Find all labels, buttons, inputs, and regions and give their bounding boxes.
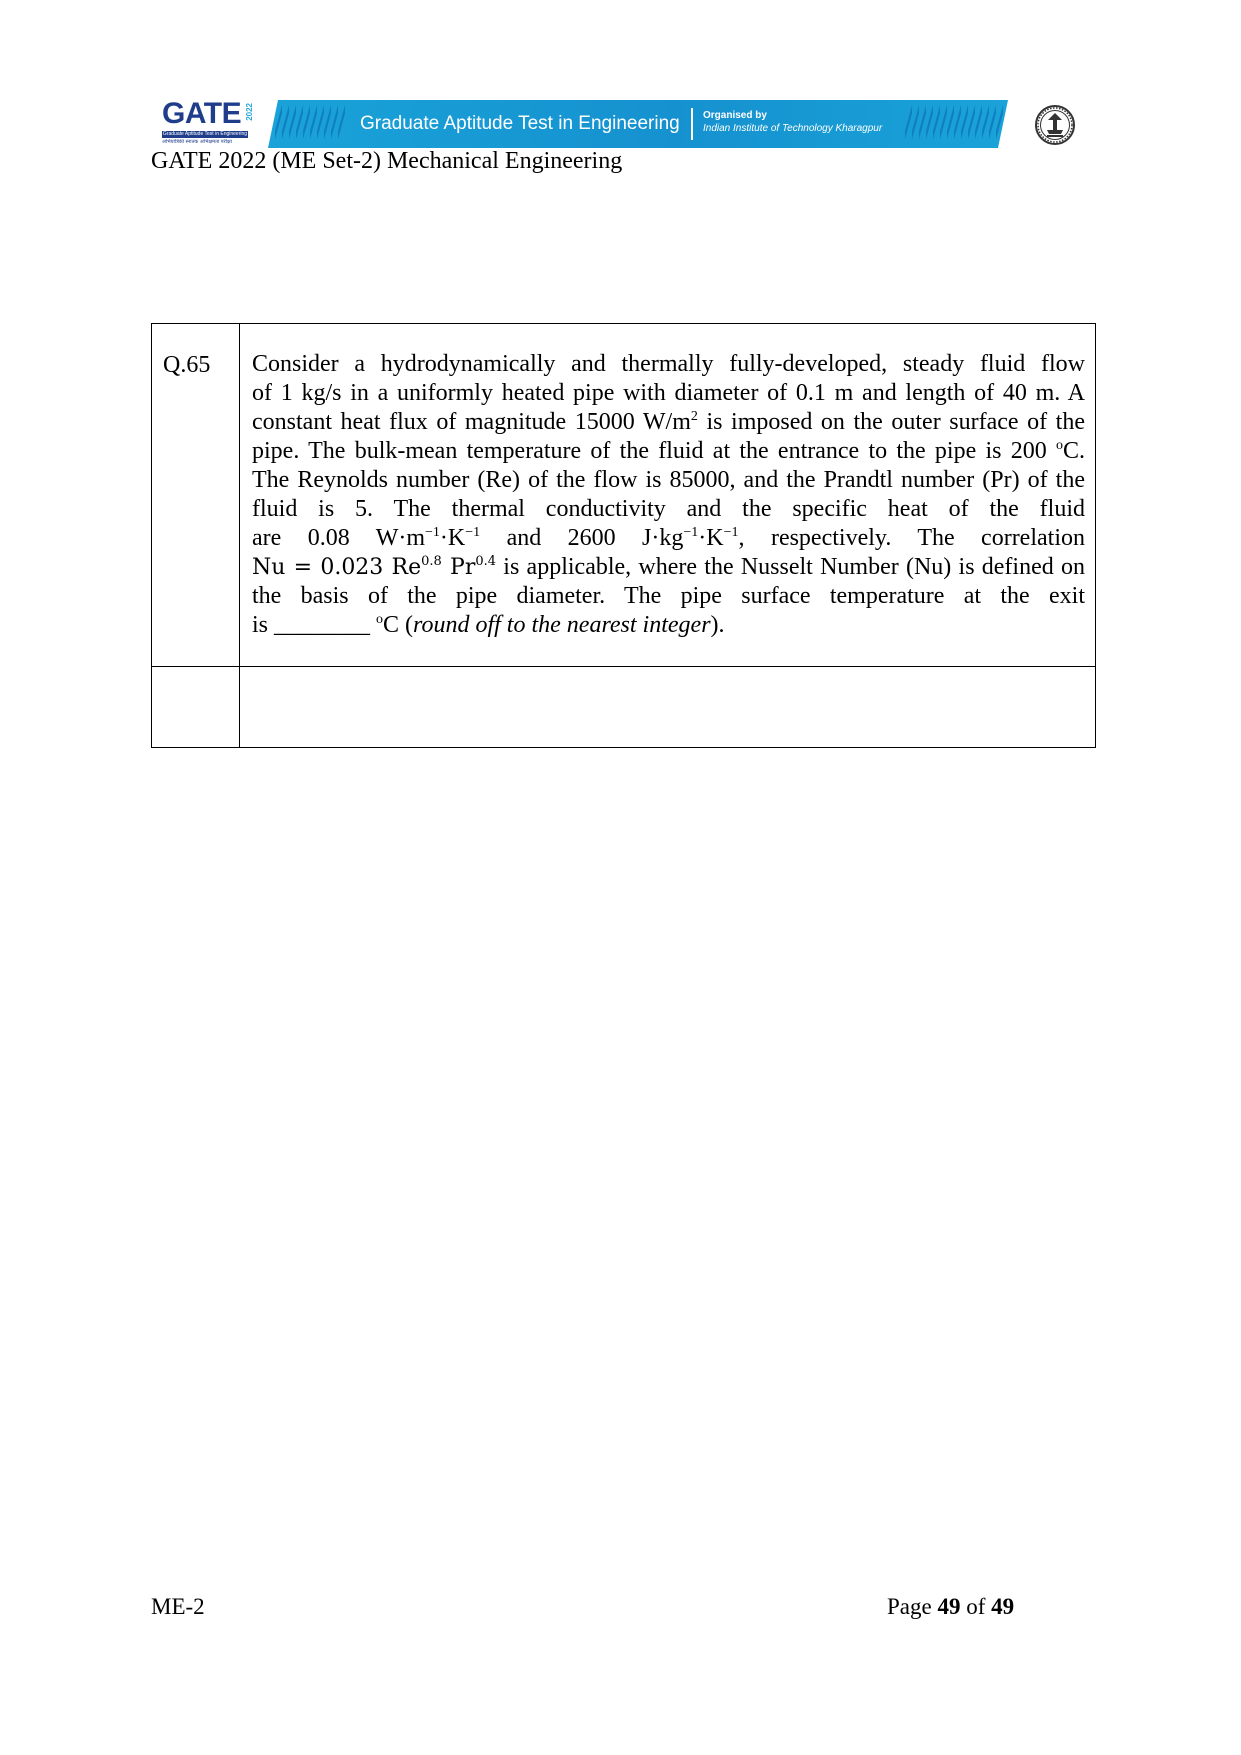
question-line: pipe. The bulk-mean temperature of the fluid at the entrance to the pipe is 200 $^o$C. bbox=[252, 438, 1085, 464]
iit-kharagpur-emblem-icon bbox=[1034, 104, 1076, 146]
gate-logo-subtitle: Graduate Aptitude Test in Engineering bbox=[162, 131, 248, 137]
row-divider bbox=[152, 666, 1095, 667]
question-line: constant heat flux of magnitude 15000 $W/m^2$ is imposed on the outer surface of the bbox=[252, 409, 1086, 435]
question-line: of 1 kg/s in a uniformly heated pipe with diameter of 0.1 m and length of 40 m. A bbox=[252, 380, 1085, 406]
question-line: are 0.08 $W\cdot m^{-1}\cdot K^{-1}$ and 2600 $J\cdot kg^{-1}\cdot K^{-1}$, respectively. The correlation bbox=[252, 525, 1085, 551]
gate-logo-year: 2022 bbox=[245, 103, 254, 121]
header-banner bbox=[268, 100, 1008, 148]
question-line: Consider a hydrodynamically and thermally fully-developed, steady fluid flow bbox=[252, 351, 1085, 377]
question-number: Q.65 bbox=[163, 352, 211, 378]
column-divider bbox=[239, 324, 240, 747]
organiser-name: Indian Institute of Technology Kharagpur bbox=[703, 123, 883, 134]
question-table bbox=[151, 323, 1096, 748]
question-line: fluid is 5. The thermal conductivity and the specific heat of the fluid bbox=[252, 496, 1085, 522]
gate-logo bbox=[162, 97, 254, 145]
organised-by-label: Organised by bbox=[703, 110, 767, 121]
banner-divider bbox=[691, 108, 693, 140]
banner-title: Graduate Aptitude Test in Engineering bbox=[360, 113, 680, 134]
banner-organiser bbox=[703, 110, 882, 135]
gate-logo-hindi: अभियांत्रिकी स्नातक अभिक्षमता परीक्षा bbox=[162, 139, 232, 145]
gate-logo-word: GATE bbox=[162, 97, 242, 130]
question-line: the basis of the pipe diameter. The pipe surface temperature at the exit bbox=[252, 583, 1085, 609]
footer-paper-code: ME-2 bbox=[151, 1594, 205, 1619]
footer-page-number: Page 49 of 49 bbox=[887, 1594, 1015, 1619]
question-line: Nu = 0.023 $Re^{0.8}$ $Pr^{0.4}$ is applicable, where the Nusselt Number (Nu) is defined on bbox=[252, 554, 1085, 580]
question-text bbox=[252, 350, 1085, 640]
question-line: The Reynolds number (Re) of the flow is 85000, and the Prandtl number (Pr) of the bbox=[252, 467, 1085, 493]
document-title: GATE 2022 (ME Set-2) Mechanical Engineering bbox=[151, 148, 623, 174]
question-line: is ________ $^o$C (round off to the nearest integer). bbox=[252, 612, 725, 638]
